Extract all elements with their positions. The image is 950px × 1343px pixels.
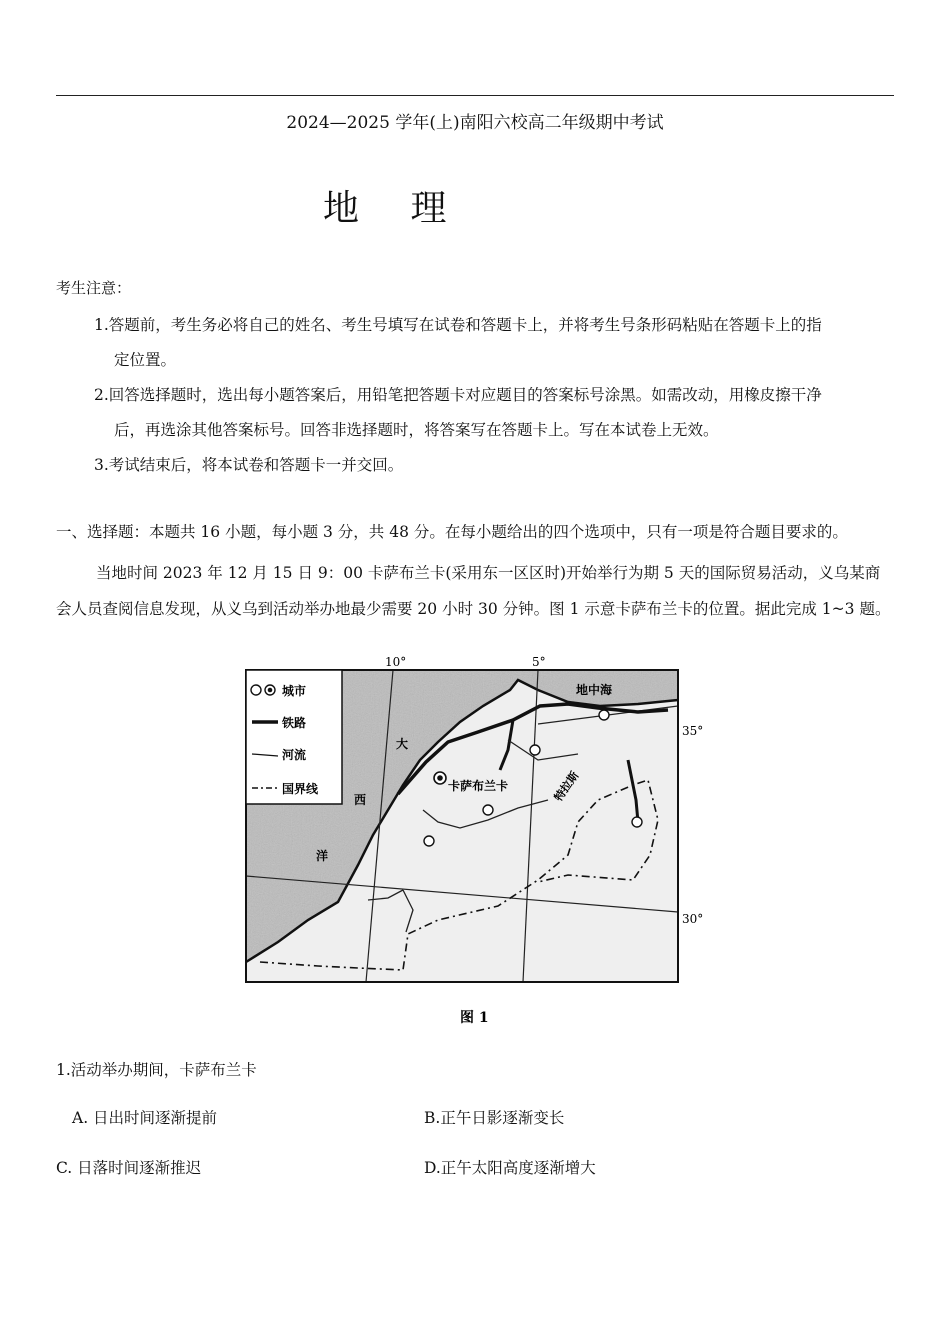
subject-title: 地 理	[323, 188, 467, 229]
option-b[interactable]: B.正午日影逐渐变长	[424, 1109, 565, 1127]
legend-river-label: 河流	[282, 748, 307, 762]
rule-number: 3.	[94, 456, 109, 474]
section-heading: 一、选择题：本题共 16 小题，每小题 3 分，共 48 分。在每小题给出的四个选项中，只有一项是符合题目要求的。	[56, 523, 848, 541]
city-marker	[530, 745, 540, 755]
rule-text-continued: 后，再选涂其他答案标号。回答非选择题时，将答案写在答题卡上。写在本试卷上无效。	[114, 421, 719, 439]
notice-rule-3	[94, 448, 894, 483]
notice-rule-2	[94, 378, 894, 448]
casablanca-label: 卡萨布兰卡	[448, 779, 509, 793]
ocean-label-3: 洋	[316, 849, 329, 863]
option-a[interactable]: A. 日出时间逐渐提前	[72, 1109, 218, 1127]
legend-railway-label: 铁路	[282, 716, 307, 730]
rule-text: 回答选择题时，选出每小题答案后，用铅笔把答题卡对应题目的答案标号涂黑。如需改动，用橡皮擦干净	[108, 386, 822, 404]
map-svg	[238, 650, 712, 1032]
city-marker	[483, 805, 493, 815]
notice-heading: 考生注意：	[56, 279, 132, 297]
option-c[interactable]: C. 日落时间逐渐推迟	[56, 1159, 202, 1177]
legend-capital-dot	[268, 688, 273, 693]
legend-city-icon	[251, 685, 261, 695]
exam-title: 2024—2025 学年(上)南阳六校高二年级期中考试	[286, 113, 664, 133]
casablanca-capital-dot	[437, 775, 443, 781]
legend-city-label: 城市	[282, 684, 307, 698]
figure-caption: 图 1	[460, 1010, 489, 1026]
header-rule	[56, 95, 894, 96]
rule-text: 答题前，考生务必将自己的姓名、考生号填写在试卷和答题卡上，并将考生号条形码粘贴在答题卡上的指	[108, 316, 822, 334]
rule-text: 考试结束后，将本试卷和答题卡一并交回。	[108, 456, 404, 474]
legend-border-label: 国界线	[282, 782, 319, 796]
lon-label-10: 10°	[385, 655, 407, 669]
ocean-label-2: 西	[354, 793, 367, 807]
rule-number: 2.	[94, 386, 109, 404]
lon-label-5: 5°	[532, 655, 546, 669]
atlas-mountains-label: 特拉斯	[551, 769, 582, 804]
mediterranean-label: 地中海	[576, 683, 613, 697]
option-d[interactable]: D.正午太阳高度逐渐增大	[424, 1159, 596, 1177]
figure-1-map	[238, 650, 712, 1032]
city-marker	[599, 710, 609, 720]
city-marker	[424, 836, 434, 846]
lat-label-35: 35°	[682, 724, 704, 738]
notice-rule-1	[94, 308, 894, 378]
lat-label-30: 30°	[682, 912, 704, 926]
question-1-stem: 1.活动举办期间，卡萨布兰卡	[56, 1061, 257, 1079]
ocean-label-1: 大	[396, 737, 409, 751]
city-marker	[632, 817, 642, 827]
passage-text: 当地时间 2023 年 12 月 15 日 9：00 卡萨布兰卡(采用东一区区时)开始举行为期 5 天的国际贸易活动，义乌某商会人员查阅信息发现，从义乌到活动举办地最少需要 20 小时 30 分钟。图 1 示意卡萨布兰卡的位置。据此完成 1~3 题。	[56, 564, 891, 618]
rule-text-continued: 定位置。	[114, 351, 177, 369]
rule-number: 1.	[94, 316, 109, 334]
